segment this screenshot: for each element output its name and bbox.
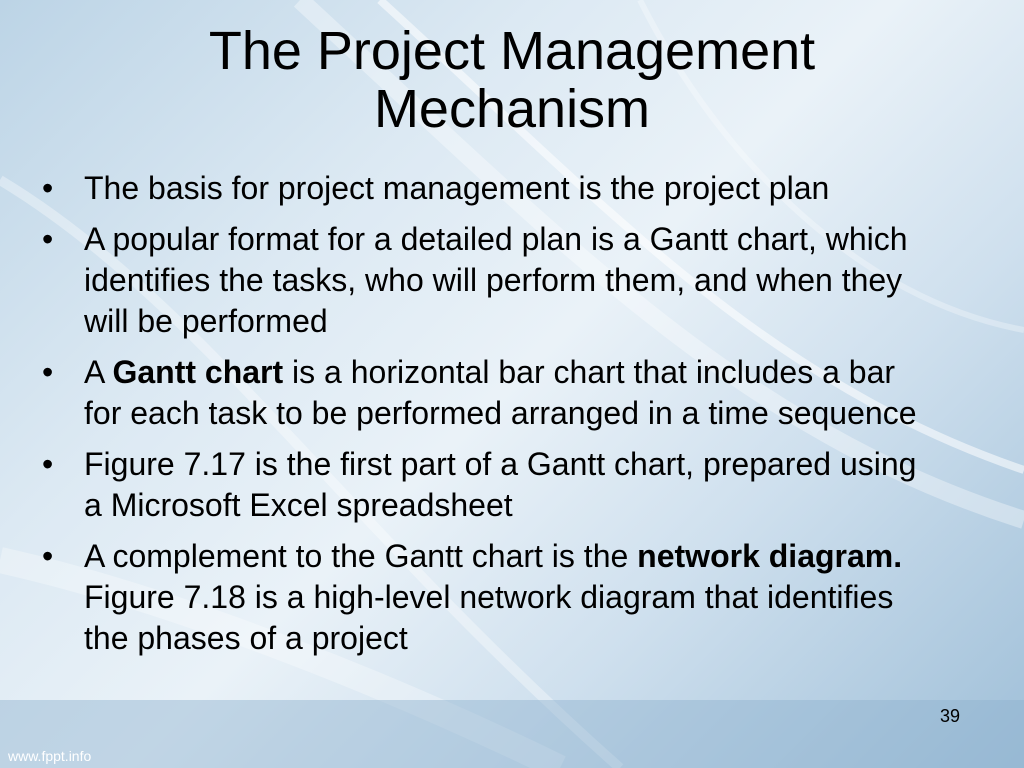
bullet-item <box>38 168 938 209</box>
bullet-dot-icon: • <box>42 538 54 574</box>
bullet-item <box>38 536 938 659</box>
footer-url: www.fppt.info <box>8 748 92 764</box>
bullet-text-pre: A complement to the Gantt chart is the <box>84 538 638 574</box>
bullet-dot-icon: • <box>42 170 54 206</box>
title-line-1: The Project Management <box>208 21 816 81</box>
bullet-text: Figure 7.17 is the first part of a Gantt chart, prepared using a Microsoft Excel spreadsheet <box>84 446 917 523</box>
bullet-item <box>38 352 938 434</box>
bullet-text-pre: A <box>84 354 113 390</box>
bullet-dot-icon: • <box>42 354 54 390</box>
bullet-item <box>38 444 938 526</box>
page-number: 39 <box>940 706 961 726</box>
bullet-dot-icon: • <box>42 221 54 257</box>
bullet-text: A popular format for a detailed plan is a Gantt chart, which identifies the tasks, who will perform them, and when they will be performed <box>84 221 908 339</box>
bullet-list <box>38 168 938 669</box>
bullet-bold-term: network diagram. <box>637 538 903 574</box>
bullet-item <box>38 219 938 342</box>
bullet-text-post: Figure 7.18 is a high-level network diagram that identifies the phases of a project <box>84 579 894 656</box>
title-line-2: Mechanism <box>373 79 651 139</box>
bullet-text-post: is a horizontal bar chart that includes a bar for each task to be performed arranged in a time sequence <box>84 354 917 431</box>
bullet-bold-term: Gantt chart <box>112 354 284 390</box>
bullet-text: The basis for project management is the project plan <box>84 170 830 206</box>
slide-title <box>0 22 1024 138</box>
bullet-dot-icon: • <box>42 446 54 482</box>
